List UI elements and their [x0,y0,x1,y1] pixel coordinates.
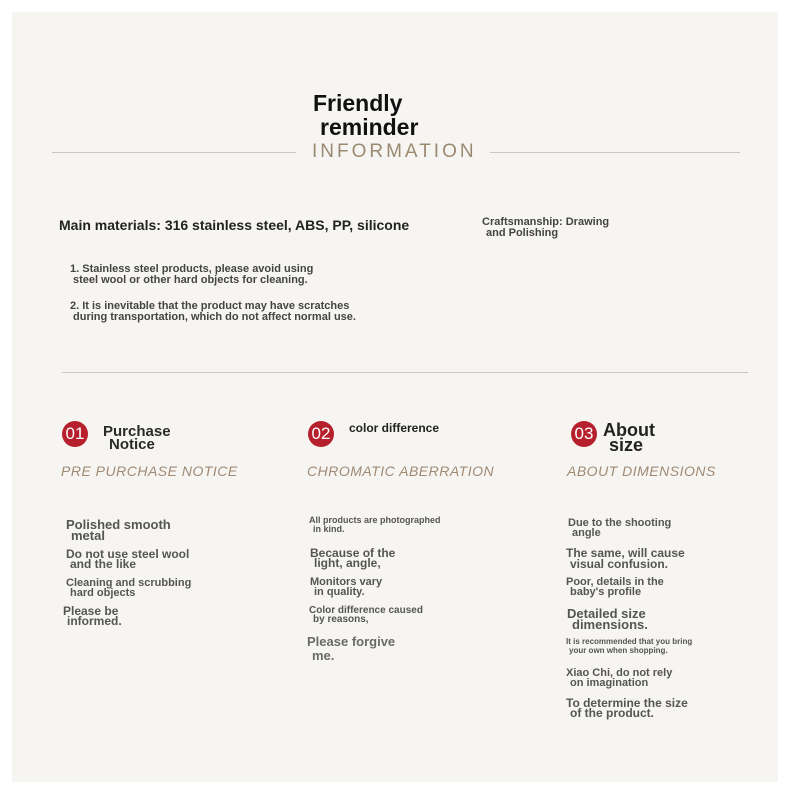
section-2-subtitle: CHROMATIC ABERRATION [307,463,495,479]
section-1-title [103,425,171,451]
s1-line-8: informed. [67,614,122,628]
section-2-title: color difference [349,421,440,435]
s1-line-5: Cleaning and scrubbing [66,577,192,589]
s3-line-5: Poor, details in the [566,576,664,588]
s2-line-8: by reasons, [313,614,369,625]
section-3-title-line-1: About [603,420,655,440]
section-3-number: 03 [571,421,597,447]
section-1-title-line-2: Notice [109,436,155,453]
info-subtitle: INFORMATION [312,141,477,162]
section-3-subtitle: ABOUT DIMENSIONS [567,463,716,479]
s3-line-3: The same, will cause [566,546,685,560]
section-divider [62,372,748,373]
s2-line-3: Because of the [310,546,396,560]
section-2-number: 02 [308,421,334,447]
s3-line-8: dimensions. [572,617,648,632]
s3-line-10: your own when shopping. [569,646,668,655]
craftsmanship [482,217,609,239]
craft-line-2: and Polishing [486,227,559,239]
s2-line-1: All products are photographed [309,515,441,525]
note-1-line-1: 1. Stainless steel products, please avoid using [70,263,314,275]
s3-line-11: Xiao Chi, do not rely [566,667,673,679]
s3-line-2: angle [572,527,601,539]
s1-line-3: Do not use steel wool [66,547,190,561]
s2-line-10: me. [312,648,335,663]
section-3-title-line-2: size [609,435,644,455]
main-materials: Main materials: 316 stainless steel, ABS, PP, silicone [59,217,410,233]
s3-line-6: baby's profile [570,586,642,598]
note-1-line-2: steel wool or other hard objects for cleaning. [73,274,308,286]
s3-line-13: To determine the size [566,696,688,710]
note-1 [70,264,313,286]
note-2-line-1: 2. It is inevitable that the product may have scratches [70,300,350,312]
divider-left [52,152,296,153]
section-1-title-line-1: Purchase [103,423,171,440]
section-1-subtitle: PRE PURCHASE NOTICE [61,463,238,479]
section-1-number: 01 [62,421,88,447]
s1-line-6: hard objects [70,587,136,599]
s2-line-6: in quality. [314,586,365,598]
title-line-1: Friendly [313,90,403,116]
s3-line-4: visual confusion. [570,557,669,571]
section-3-title [603,420,655,455]
divider-right [490,152,740,153]
s2-line-2: in kind. [313,524,345,534]
s2-line-9: Please forgive [307,634,396,649]
s3-line-9: It is recommended that you bring [566,637,693,646]
s2-line-7: Color difference caused [309,605,423,616]
s1-line-7: Please be [63,604,119,618]
craft-line-1: Craftsmanship: Drawing [482,216,610,228]
s2-line-4: light, angle, [314,556,381,570]
s3-line-1: Due to the shooting [568,517,672,529]
s1-line-4: and the like [70,557,137,571]
note-2-line-2: during transportation, which do not affect normal use. [73,311,356,323]
s1-line-2: metal [71,528,105,543]
s3-line-14: of the product. [570,706,654,720]
title-line-2: reminder [320,114,419,140]
note-2 [70,301,356,323]
s3-line-7: Detailed size [567,606,646,621]
s2-line-5: Monitors vary [310,576,383,588]
s3-line-12: on imagination [570,677,649,689]
s1-line-1: Polished smooth [66,517,171,532]
